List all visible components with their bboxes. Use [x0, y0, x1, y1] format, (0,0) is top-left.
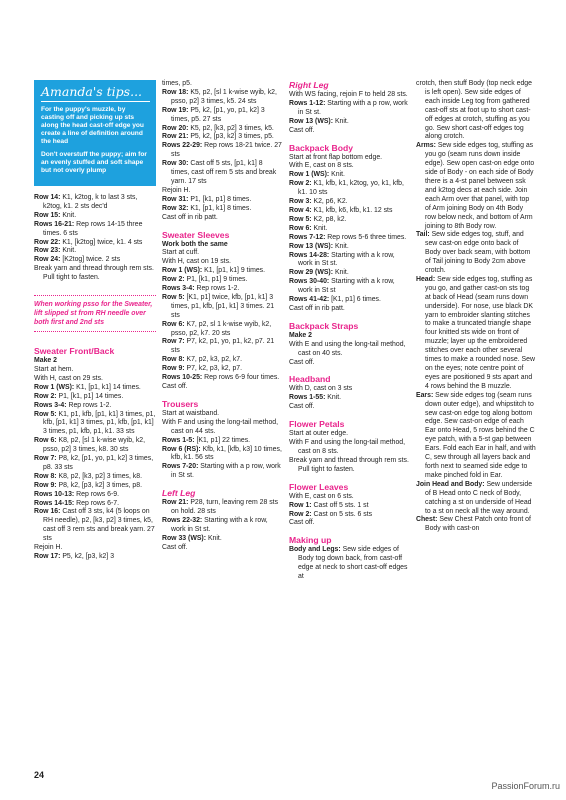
row-text: Sew underside of B Head onto C neck of Body, catching a st on underside of Head to a st on neck all the way around.: [425, 480, 533, 515]
row-text: K5, p2, [k3, p2] 3 times, k5.: [188, 124, 274, 132]
row-label: Row 6:: [162, 320, 185, 328]
watermark: PassionForum.ru: [491, 781, 560, 791]
pattern-row: [34, 256, 156, 265]
pattern-row: [289, 269, 411, 278]
pattern-row: [34, 239, 156, 248]
row-text: P8, k2, [p1, yo, p1, k2] 3 times, p8. 33 sts: [43, 455, 154, 471]
pattern-row: [162, 517, 282, 535]
row-label: Row 2:: [34, 392, 57, 400]
section-heading: Headband: [289, 374, 331, 385]
row-text: Start at front flap bottom edge.: [289, 153, 383, 161]
pattern-row: [162, 249, 282, 258]
row-label: Row 7:: [162, 338, 185, 346]
row-text: Knit.: [333, 242, 349, 250]
pattern-row: [162, 160, 282, 187]
pattern-rows: [289, 493, 411, 529]
row-label: Row 4:: [289, 206, 312, 214]
row-label: Chest:: [416, 516, 438, 524]
row-label: Rows 14-15:: [34, 499, 75, 507]
row-text: With F and using the long-tail method, cast on 44 sts.: [162, 418, 279, 435]
row-text: Cast off.: [162, 383, 188, 390]
pattern-row: [289, 457, 411, 475]
row-text: [K1, p1] 22 times.: [194, 436, 251, 444]
pattern-row: [289, 546, 411, 582]
pattern-row: [162, 276, 282, 285]
row-label: Row 8:: [162, 356, 185, 364]
pattern-row: [289, 394, 411, 403]
pattern-row: [289, 234, 411, 243]
pattern-row: [416, 276, 536, 392]
pattern-row: [416, 142, 536, 231]
row-label: Row 20:: [162, 124, 189, 132]
section-heading: Right Leg: [289, 80, 329, 90]
tips-box: [34, 80, 156, 186]
row-label: Row 17:: [34, 553, 61, 560]
row-label: Rows 10-13:: [34, 490, 75, 498]
row-text: P5, k2, [p3, k2] 3 times, p5.: [188, 133, 274, 141]
pattern-row: [289, 403, 411, 412]
pattern-row: [34, 544, 156, 553]
section-subheading: Make 2: [289, 331, 312, 339]
row-label: Row 6:: [289, 224, 312, 232]
row-label: Rows 22-29:: [162, 142, 203, 150]
pattern-rows: [289, 154, 411, 314]
row-label: Row 14:: [34, 194, 61, 201]
row-label: Row 32:: [162, 204, 189, 212]
section-heading: Flower Leaves: [289, 481, 349, 492]
pattern-rows: [416, 80, 536, 534]
pattern-row: [34, 411, 156, 438]
pattern-row: [416, 80, 536, 142]
row-text: With E and using the long-tail method, cast on 40 sts.: [289, 340, 406, 357]
row-text: P7, k2, p1, yo, p1, k2, p7. 21 sts: [171, 338, 275, 355]
row-text: K5, p2, [sl 1 k-wise wyib, k2, psso, p2] 3 times, k5. 24 sts: [171, 88, 277, 105]
row-label: Row 19:: [162, 106, 189, 114]
pattern-row: [289, 430, 411, 439]
pattern-rows: [162, 499, 282, 552]
row-label: Row 23:: [34, 247, 61, 255]
row-label: Row 21:: [162, 499, 189, 507]
pattern-row: [34, 437, 156, 455]
pattern-rows: [34, 194, 156, 283]
section-heading: Backpack Straps: [289, 320, 359, 331]
pattern-row: [34, 212, 156, 221]
row-label: Row 33 (WS):: [162, 534, 207, 542]
pattern-row: [416, 481, 536, 517]
row-label: Row 13 (WS):: [289, 117, 334, 125]
pattern-row: [289, 252, 411, 270]
pattern-row: [289, 154, 411, 163]
row-label: Row 31:: [162, 195, 189, 203]
tips-title: Amanda's tips...: [41, 85, 150, 102]
row-text: Rejoin H.: [34, 544, 63, 552]
pattern-row: [162, 338, 282, 356]
pattern-rows: [289, 341, 411, 368]
row-label: Rows 3-4:: [162, 285, 195, 293]
row-label: Rows 10-25:: [162, 374, 203, 382]
pattern-row: [162, 446, 282, 464]
pattern-row: [34, 508, 156, 544]
row-text: Knit.: [333, 117, 349, 125]
pattern-row: [162, 419, 282, 437]
pattern-row: [162, 374, 282, 383]
row-text: Sew side edges tog (seam runs down outer edge), and whipstitch to sew cast-on edge tog along bottom edge. Sew cast-on edge of each Ear onto Head, 5 rows behind the C eye patch, with a 5-st gap between Ears. Fold each Ear in half, and with C, sew through all layers back and forth next to seamed side edge to make pinched fold in Ear.: [425, 391, 536, 479]
row-text: With WS facing, rejoin F to held 28 sts.: [289, 91, 408, 98]
pattern-row: [34, 482, 156, 491]
tip-item: For the puppy's muzzle, by casting off and picking up sts along the head cast-off edge you create a line of definition around the head: [41, 106, 144, 145]
pattern-row: [289, 502, 411, 511]
pattern-row: [34, 393, 156, 402]
row-text: Cast off 5 sts. 1 st: [311, 501, 369, 509]
row-label: Row 8:: [34, 472, 57, 480]
row-label: Row 13 (WS):: [289, 242, 334, 250]
row-label: Row 1:: [289, 501, 312, 509]
row-text: P8, k2, [p3, k2] 3 times, p8.: [56, 481, 143, 489]
pattern-row: [416, 231, 536, 276]
pattern-row: [289, 511, 411, 520]
row-label: Row 9:: [34, 481, 57, 489]
row-text: With D, cast on 3 sts: [289, 385, 353, 393]
row-label: Row 1 (WS):: [162, 267, 203, 275]
row-text: Break yarn and thread through rem sts. Pull tight to fasten.: [34, 265, 154, 282]
row-label: Tail:: [416, 231, 430, 239]
row-text: Knit.: [329, 171, 345, 179]
row-text: Cast off in rib patt.: [289, 304, 345, 312]
row-text: Knit.: [311, 224, 328, 232]
row-text: Starting with a k row, work in St st: [298, 278, 395, 295]
row-text: With F and using the long-tail method, cast on 8 sts.: [289, 439, 406, 455]
row-label: Row 2:: [162, 276, 185, 284]
row-label: Row 9:: [162, 365, 185, 373]
row-text: Starting with a p row, work in St st.: [171, 463, 281, 480]
row-label: Arms:: [416, 142, 436, 150]
row-text: Knit.: [60, 211, 77, 219]
row-label: Row 3:: [289, 198, 312, 206]
pattern-row: [289, 225, 411, 234]
row-label: Head:: [416, 275, 436, 283]
pattern-row: [289, 493, 411, 502]
section-heading: Flower Petals: [289, 419, 345, 430]
row-text: Cast off.: [289, 358, 315, 366]
pattern-row: [162, 89, 282, 107]
row-text: K1, k2tog, k to last 3 sts, k2tog, k1. 2 sts dec'd: [43, 194, 138, 210]
pattern-row: [416, 392, 536, 481]
row-label: Row 22:: [34, 238, 61, 246]
pattern-row: [289, 385, 411, 394]
row-text: With E, cast on 8 sts.: [289, 162, 354, 170]
pattern-row: [162, 463, 282, 481]
row-text: K1, kfb, k6, kfb, k1. 12 sts: [311, 206, 393, 214]
pattern-rows: [162, 410, 282, 481]
pattern-row: [162, 437, 282, 446]
row-text: Sew Chest Patch onto front of Body with cast-on: [425, 516, 531, 533]
row-text: With H, cast on 29 sts.: [34, 374, 103, 382]
row-label: Ears:: [416, 391, 434, 399]
row-text: Knit.: [333, 269, 349, 277]
pattern-row: [162, 410, 282, 419]
pattern-row: [289, 171, 411, 180]
pattern-row: [34, 455, 156, 473]
column-2: [162, 80, 282, 553]
pattern-row: [162, 365, 282, 374]
pattern-row: [162, 285, 282, 294]
row-label: Row 7:: [34, 455, 57, 463]
row-label: Row 24:: [34, 256, 61, 264]
pattern-row: [289, 341, 411, 359]
pattern-row: [34, 265, 156, 283]
pattern-row: [289, 100, 411, 118]
pattern-row: [289, 278, 411, 296]
row-label: Row 1 (WS):: [289, 171, 330, 179]
pattern-row: [34, 553, 156, 562]
row-label: Row 18:: [162, 88, 189, 96]
pattern-rows: [289, 546, 411, 582]
column-1: [34, 80, 156, 562]
pattern-row: [162, 267, 282, 276]
pattern-row: [34, 375, 156, 384]
section-heading: Sweater Front/Back: [34, 346, 115, 357]
row-label: Rows 22-32:: [162, 516, 203, 524]
row-text: K7, p2, sl 1 k-wise wyib, k2, psso, p2, k7. 20 sts: [171, 320, 272, 337]
row-text: crotch, then stuff Body (top neck edge is left open). Sew side edges of each inside Leg tog from gathered cast-off sts at foot up to short cast-off edges at crotch, stuffing as you go. Sew short cast-off edges tog along crotch.: [416, 80, 532, 141]
row-text: Knit.: [325, 394, 342, 402]
section-heading: Making up: [289, 535, 332, 546]
row-label: Rows 1-12:: [289, 99, 326, 107]
row-text: Cast on 5 sts. 6 sts: [311, 510, 373, 518]
row-text: With E, cast on 6 sts.: [289, 492, 354, 500]
pattern-row: [34, 384, 156, 393]
row-text: Cast off.: [289, 519, 315, 527]
pattern-row: [289, 296, 411, 305]
row-text: K8, p2, [k3, p2] 3 times, k8.: [56, 472, 143, 480]
row-text: K1, [k2tog] twice, k1. 4 sts: [60, 238, 143, 246]
pattern-row: [289, 305, 411, 314]
pattern-row: [34, 500, 156, 509]
section-subheading: Make 2: [34, 357, 57, 365]
row-text: P1, [k1, p1] 14 times.: [56, 392, 124, 400]
pattern-row: [162, 356, 282, 365]
row-label: Row 5:: [162, 293, 185, 301]
psso-note: When working psso for the Sweater, lift slipped st from RH needle over both first and 2nd sts: [34, 295, 156, 332]
pattern-row: [34, 491, 156, 500]
row-text: Sew side edges tog, stuff, and sew cast-on edge onto back of Body over back seam, with bottom of Tail joining to Body 2cm above crotch.: [425, 231, 531, 275]
row-text: Start at waistband.: [162, 409, 220, 417]
row-text: K7, p2, k3, p2, k7.: [184, 356, 243, 364]
row-text: K1, [p1, k1] 14 times.: [74, 383, 141, 391]
row-text: Cast off 5 sts, [p1, k1] 8 times, cast off rem 5 sts and break yarn. 17 sts: [171, 160, 277, 185]
pattern-row: [34, 402, 156, 411]
row-text: Rep rows 1-2.: [66, 401, 112, 409]
row-text: Cast off.: [289, 126, 315, 134]
row-text: P7, k2, p3, k2, p7.: [184, 365, 243, 373]
pattern-row: [289, 118, 411, 127]
row-text: Rep rows 1-2.: [194, 285, 240, 293]
pattern-row: [289, 198, 411, 207]
section-heading: Left Leg: [162, 488, 196, 499]
row-label: Row 6 (RS):: [162, 445, 201, 453]
pattern-rows: [289, 91, 411, 136]
row-text: Kfb, k1, [kfb, k3] 10 times, kfb, k1. 56 sts: [171, 445, 282, 462]
row-text: Start at outer edge.: [289, 430, 348, 438]
pattern-row: [162, 535, 282, 544]
section-subheading: Work both the same: [162, 240, 228, 248]
row-text: K1, [p1, k1] 8 times.: [188, 204, 252, 212]
row-label: Row 2:: [289, 180, 312, 188]
row-label: Rows 7-12:: [289, 233, 326, 241]
row-text: [K1, p1] twice, kfb, [p1, k1] 3 times, p1, kfb, [p1, k1] 3 times. 21 sts: [171, 293, 275, 319]
row-text: Knit.: [206, 534, 222, 542]
row-text: Rep rows 6-7.: [74, 499, 120, 507]
row-text: Rep rows 6-9 four times.: [202, 374, 280, 382]
row-text: Sew side edges tog, stuffing as you go, and gather cast-on sts tog at back of Head (seam runs down underside). For nose, use black DK yarn to embroider slanting stitches to make a truncated triangle shape four knitted sts wide on front of muzzle; layer up the embroidered stitches over each other several times to make a rounded nose. Sew on the eyes; note centre point of eyes are positioned 9 sts apart and 4 rows behind the B muzzle.: [425, 275, 535, 390]
row-text: Cast off 3 sts, k4 (5 loops on RH needle), p2, [k3, p2] 3 times, k5, cast off 3 rem sts and break yarn. 27 sts: [43, 508, 155, 543]
section-heading: Backpack Body: [289, 142, 354, 153]
row-label: Row 16:: [34, 508, 61, 516]
pattern-row: [162, 133, 282, 142]
row-text: Cast off in rib patt.: [162, 213, 218, 221]
row-label: Body and Legs:: [289, 546, 341, 554]
row-label: Row 5:: [34, 410, 57, 418]
pattern-row: [162, 544, 282, 553]
row-label: Row 1 (WS):: [34, 383, 75, 391]
row-text: K1, kfb, k1, k2tog, yo, k1, kfb, k1. 10 sts: [298, 180, 404, 197]
row-text: Sew side edges of Body tog down back, from cast-off edge at neck to short cast-off edges at: [298, 546, 408, 581]
row-text: Break yarn and thread through rem sts. Pull tight to fasten.: [289, 456, 409, 473]
section-heading: Trousers: [162, 398, 199, 409]
pattern-row: [289, 359, 411, 368]
row-text: K2, p8, k2.: [311, 215, 347, 223]
pattern-row: [162, 107, 282, 125]
pattern-row: [289, 91, 411, 100]
row-text: Start at hem.: [34, 365, 74, 373]
page-number: 24: [34, 770, 45, 780]
pattern-row: [34, 473, 156, 482]
row-label: Row 15:: [34, 211, 61, 219]
pattern-row: [289, 162, 411, 171]
pattern-row: [289, 180, 411, 198]
pattern-row: [162, 205, 282, 214]
row-label: Rows 14-28:: [289, 251, 330, 259]
row-text: Cast off.: [162, 543, 188, 551]
row-label: Row 30:: [162, 160, 189, 168]
row-text: P1, [k1, p1] 8 times.: [188, 195, 252, 203]
pattern-row: [34, 247, 156, 256]
pattern-rows: [34, 366, 156, 562]
pattern-row: [289, 243, 411, 252]
row-text: K1, p1, kfb, [p1, k1] 3 times, p1, kfb, [p1, k1] 3 times, p1, kfb, [p1, k1] 3 times, p1, kfb, p1, k1. 33 sts: [43, 410, 156, 436]
row-label: Rows 30-40:: [289, 278, 330, 286]
pattern-row: [162, 499, 282, 517]
row-text: With H, cast on 19 sts.: [162, 258, 231, 266]
pattern-rows: [289, 385, 411, 412]
row-text: times, p5.: [162, 80, 192, 87]
pattern-row: [289, 439, 411, 457]
row-text: K2, p6, K2.: [311, 198, 348, 206]
row-label: Rows 1-55:: [289, 394, 326, 402]
row-label: Row 21:: [162, 133, 189, 141]
section-heading: Sweater Sleeves: [162, 229, 230, 240]
row-label: Rows 3-4:: [34, 401, 67, 409]
row-label: Row 5:: [289, 215, 312, 223]
row-text: Rep rows 14-15 three times. 6 sts: [43, 220, 143, 237]
tip-item: Don't overstuff the puppy; aim for an evenly stuffed and soft shape but not overly plump: [41, 151, 147, 174]
row-text: Rejoin H.: [162, 186, 191, 194]
pattern-row: [162, 187, 282, 196]
row-label: Rows 16-21:: [34, 220, 75, 228]
column-3: [289, 80, 411, 582]
pattern-row: [162, 214, 282, 223]
row-text: Start at cuff.: [162, 249, 200, 257]
row-label: Rows 41-42:: [289, 296, 330, 304]
row-text: P28, turn, leaving rem 28 sts on hold. 28 sts: [171, 499, 279, 516]
row-label: Row 29 (WS):: [289, 269, 334, 277]
pattern-rows: [162, 80, 282, 223]
row-text: K8, p2, [sl 1 k-wise wyib, k2, psso, p2] 3 times, k8. 30 sts: [43, 437, 146, 454]
pattern-row: [289, 216, 411, 225]
pattern-row: [162, 321, 282, 339]
row-text: [K2tog] twice. 2 sts: [60, 256, 121, 264]
row-text: K1, [p1, k1] 9 times.: [202, 267, 266, 275]
row-text: Sew side edges tog, stuffing as you go (seam runs down inside edge). Sew open cast-on edge onto side of Body - on each side of Body there is a 4-st panel between ssk and k2tog decs at each side. Join each Arm over that panel, with top of Arm joining Body on 4th Body row below neck, and bottom of Arm joining to 8th Body row.: [425, 142, 535, 230]
pattern-row: [162, 80, 282, 89]
row-text: Knit.: [60, 247, 77, 255]
pattern-row: [289, 519, 411, 528]
row-text: P5, k2, [p3, k2] 3: [60, 553, 115, 560]
row-text: Cast off.: [289, 403, 315, 411]
row-text: Starting with a p row, work in St st.: [298, 99, 408, 116]
row-label: Join Head and Body:: [416, 480, 485, 488]
row-text: [K1, p1] 6 times.: [329, 296, 381, 304]
pattern-row: [416, 516, 536, 534]
pattern-rows: [289, 430, 411, 475]
row-text: Rep rows 6-9.: [74, 490, 120, 498]
pattern-row: [162, 258, 282, 267]
row-label: Rows 1-5:: [162, 436, 195, 444]
pattern-rows: [162, 249, 282, 392]
row-label: Row 6:: [34, 437, 57, 445]
pattern-row: [34, 221, 156, 239]
row-text: P1, [k1, p1] 9 times.: [184, 276, 248, 284]
row-label: Rows 7-20:: [162, 463, 199, 471]
row-text: Starting with a k row, work in St st.: [171, 516, 268, 533]
pattern-row: [162, 125, 282, 134]
row-text: P5, k2, [p1, yo, p1, k2] 3 times, p5. 27 sts: [171, 106, 265, 123]
pattern-row: [34, 366, 156, 375]
pattern-row: [162, 196, 282, 205]
pattern-row: [162, 294, 282, 321]
pattern-row: [162, 383, 282, 392]
column-4: [416, 80, 536, 534]
row-label: Row 2:: [289, 510, 312, 518]
pattern-row: [289, 127, 411, 136]
row-text: Starting with a k row, work in St st.: [298, 251, 395, 268]
row-text: Rep rows 5-6 three times.: [325, 233, 407, 241]
pattern-row: [34, 194, 156, 212]
row-text: Rep rows 18-21 twice. 27 sts: [171, 142, 282, 159]
pattern-row: [289, 207, 411, 216]
pattern-row: [162, 142, 282, 160]
